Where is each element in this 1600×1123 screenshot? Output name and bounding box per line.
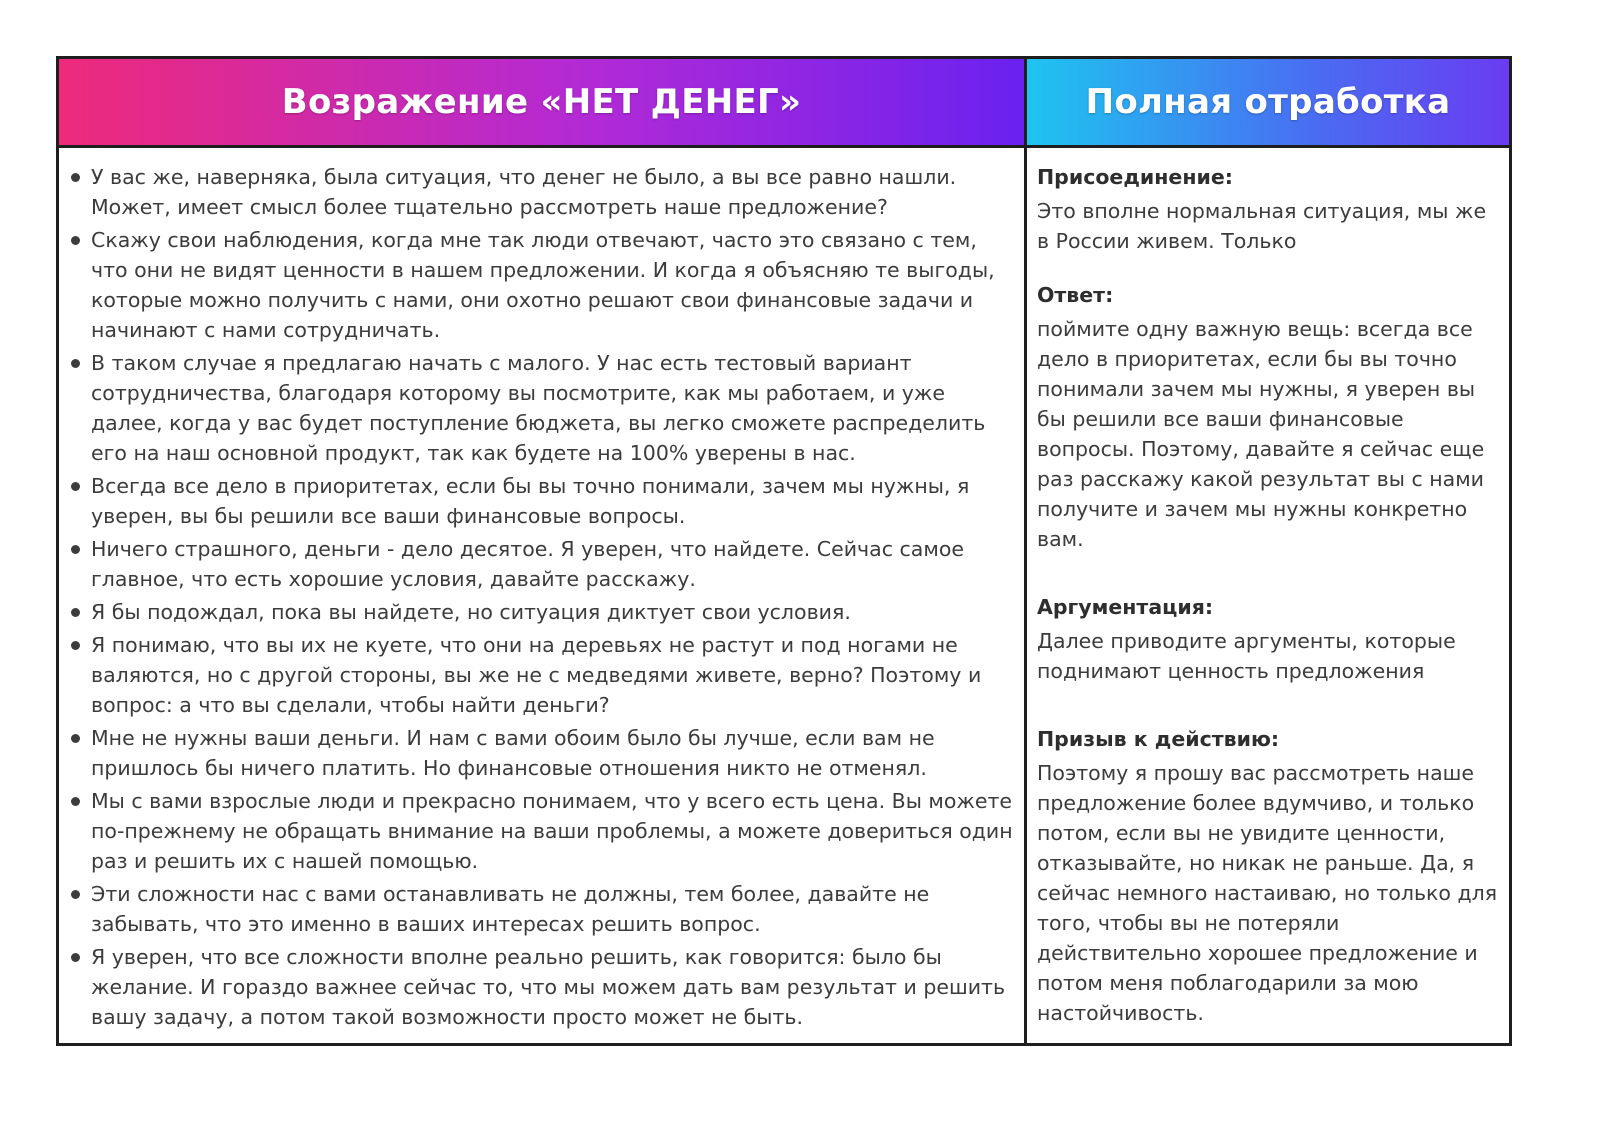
list-item: Я уверен, что все сложности вполне реально решить, как говорится: было бы желание. И гораздо важнее сейчас то, что мы можем дать вам результат и решить вашу задачу, а потом такой возможности просто может не быть. [69, 942, 1014, 1032]
list-item: Мне не нужны ваши деньги. И нам с вами обоим было бы лучше, если вам не пришлось бы ничего платить. Но финансовые отношения никто не отменял. [69, 723, 1014, 783]
full-handling-column [1027, 148, 1509, 1043]
left-header-cell [59, 59, 1027, 145]
list-item: Я понимаю, что вы их не куете, что они на деревьях не растут и под ногами не валяются, но с другой стороны, вы же не с медведями живете, верно? Поэтому и вопрос: а что вы сделали, чтобы найти деньги? [69, 630, 1014, 720]
section-text: Это вполне нормальная ситуация, мы же в России живем. Только [1037, 199, 1487, 253]
list-item: Скажу свои наблюдения, когда мне так люди отвечают, часто это связано с тем, что они не видят ценности в нашем предложении. И когда я объясняю те выгоды, которые можно получить с нами, они охотно решают свои финансовые задачи и начинают с нами сотрудничать. [69, 225, 1014, 345]
section-answer [1037, 280, 1501, 592]
left-header-title: Возражение «НЕТ ДЕНЕГ» [281, 82, 802, 122]
section-title: Присоединение: [1037, 165, 1233, 189]
list-item: В таком случае я предлагаю начать с малого. У нас есть тестовый вариант сотрудничества, благодаря которому вы посмотрите, как мы работаем, и уже далее, когда у вас будет поступление бюджета, вы легко сможете распределить его на наш основной продукт, так как будете на 100% уверены в нас. [69, 348, 1014, 468]
section-call-to-action [1037, 724, 1501, 1028]
section-title: Призыв к действию: [1037, 727, 1280, 751]
responses-list [69, 162, 1014, 1032]
right-header-cell [1027, 59, 1509, 145]
list-item: Эти сложности нас с вами останавливать не должны, тем более, давайте не забывать, что это именно в ваших интересах решить вопрос. [69, 879, 1014, 939]
right-header-title: Полная отработка [1085, 82, 1451, 122]
responses-column [59, 148, 1027, 1043]
list-item: Мы с вами взрослые люди и прекрасно понимаем, что у всего есть цена. Вы можете по-прежнему не обращать внимание на ваши проблемы, а можете довериться один раз и решить их с нашей помощью. [69, 786, 1014, 876]
section-argumentation [1037, 592, 1501, 724]
section-title: Аргументация: [1037, 595, 1214, 619]
section-text: Далее приводите аргументы, которые поднимают ценность предложения [1037, 629, 1456, 683]
list-item: У вас же, наверняка, была ситуация, что денег не было, а вы все равно нашли. Может, имеет смысл более тщательно рассмотреть наше предложение? [69, 162, 1014, 222]
table-header [59, 59, 1509, 148]
list-item: Всегда все дело в приоритетах, если бы вы точно понимали, зачем мы нужны, я уверен, вы бы решили все ваши финансовые вопросы. [69, 471, 1014, 531]
list-item: Я бы подождал, пока вы найдете, но ситуация диктует свои условия. [69, 597, 1014, 627]
objection-table [56, 56, 1512, 1046]
section-title: Ответ: [1037, 283, 1114, 307]
table-body [59, 148, 1509, 1043]
list-item: Ничего страшного, деньги - дело десятое. Я уверен, что найдете. Сейчас самое главное, что есть хорошие условия, давайте расскажу. [69, 534, 1014, 594]
section-text: поймите одну важную вещь: всегда все дело в приоритетах, если бы вы точно понимали зачем мы нужны, я уверен вы бы решили все ваши финансовые вопросы. Поэтому, давайте я сейчас еще раз расскажу какой результат вы с нами получите и зачем мы нужны конкретно вам. [1037, 317, 1485, 551]
section-text: Поэтому я прошу вас рассмотреть наше предложение более вдумчиво, и только потом, если вы не увидите ценности, отказывайте, но никак не раньше. Да, я сейчас немного настаиваю, но только для того, чтобы вы не потеряли действительно хорошее предложение и потом меня поблагодарили за мою настойчивость. [1037, 761, 1498, 1025]
section-joining [1037, 162, 1501, 280]
